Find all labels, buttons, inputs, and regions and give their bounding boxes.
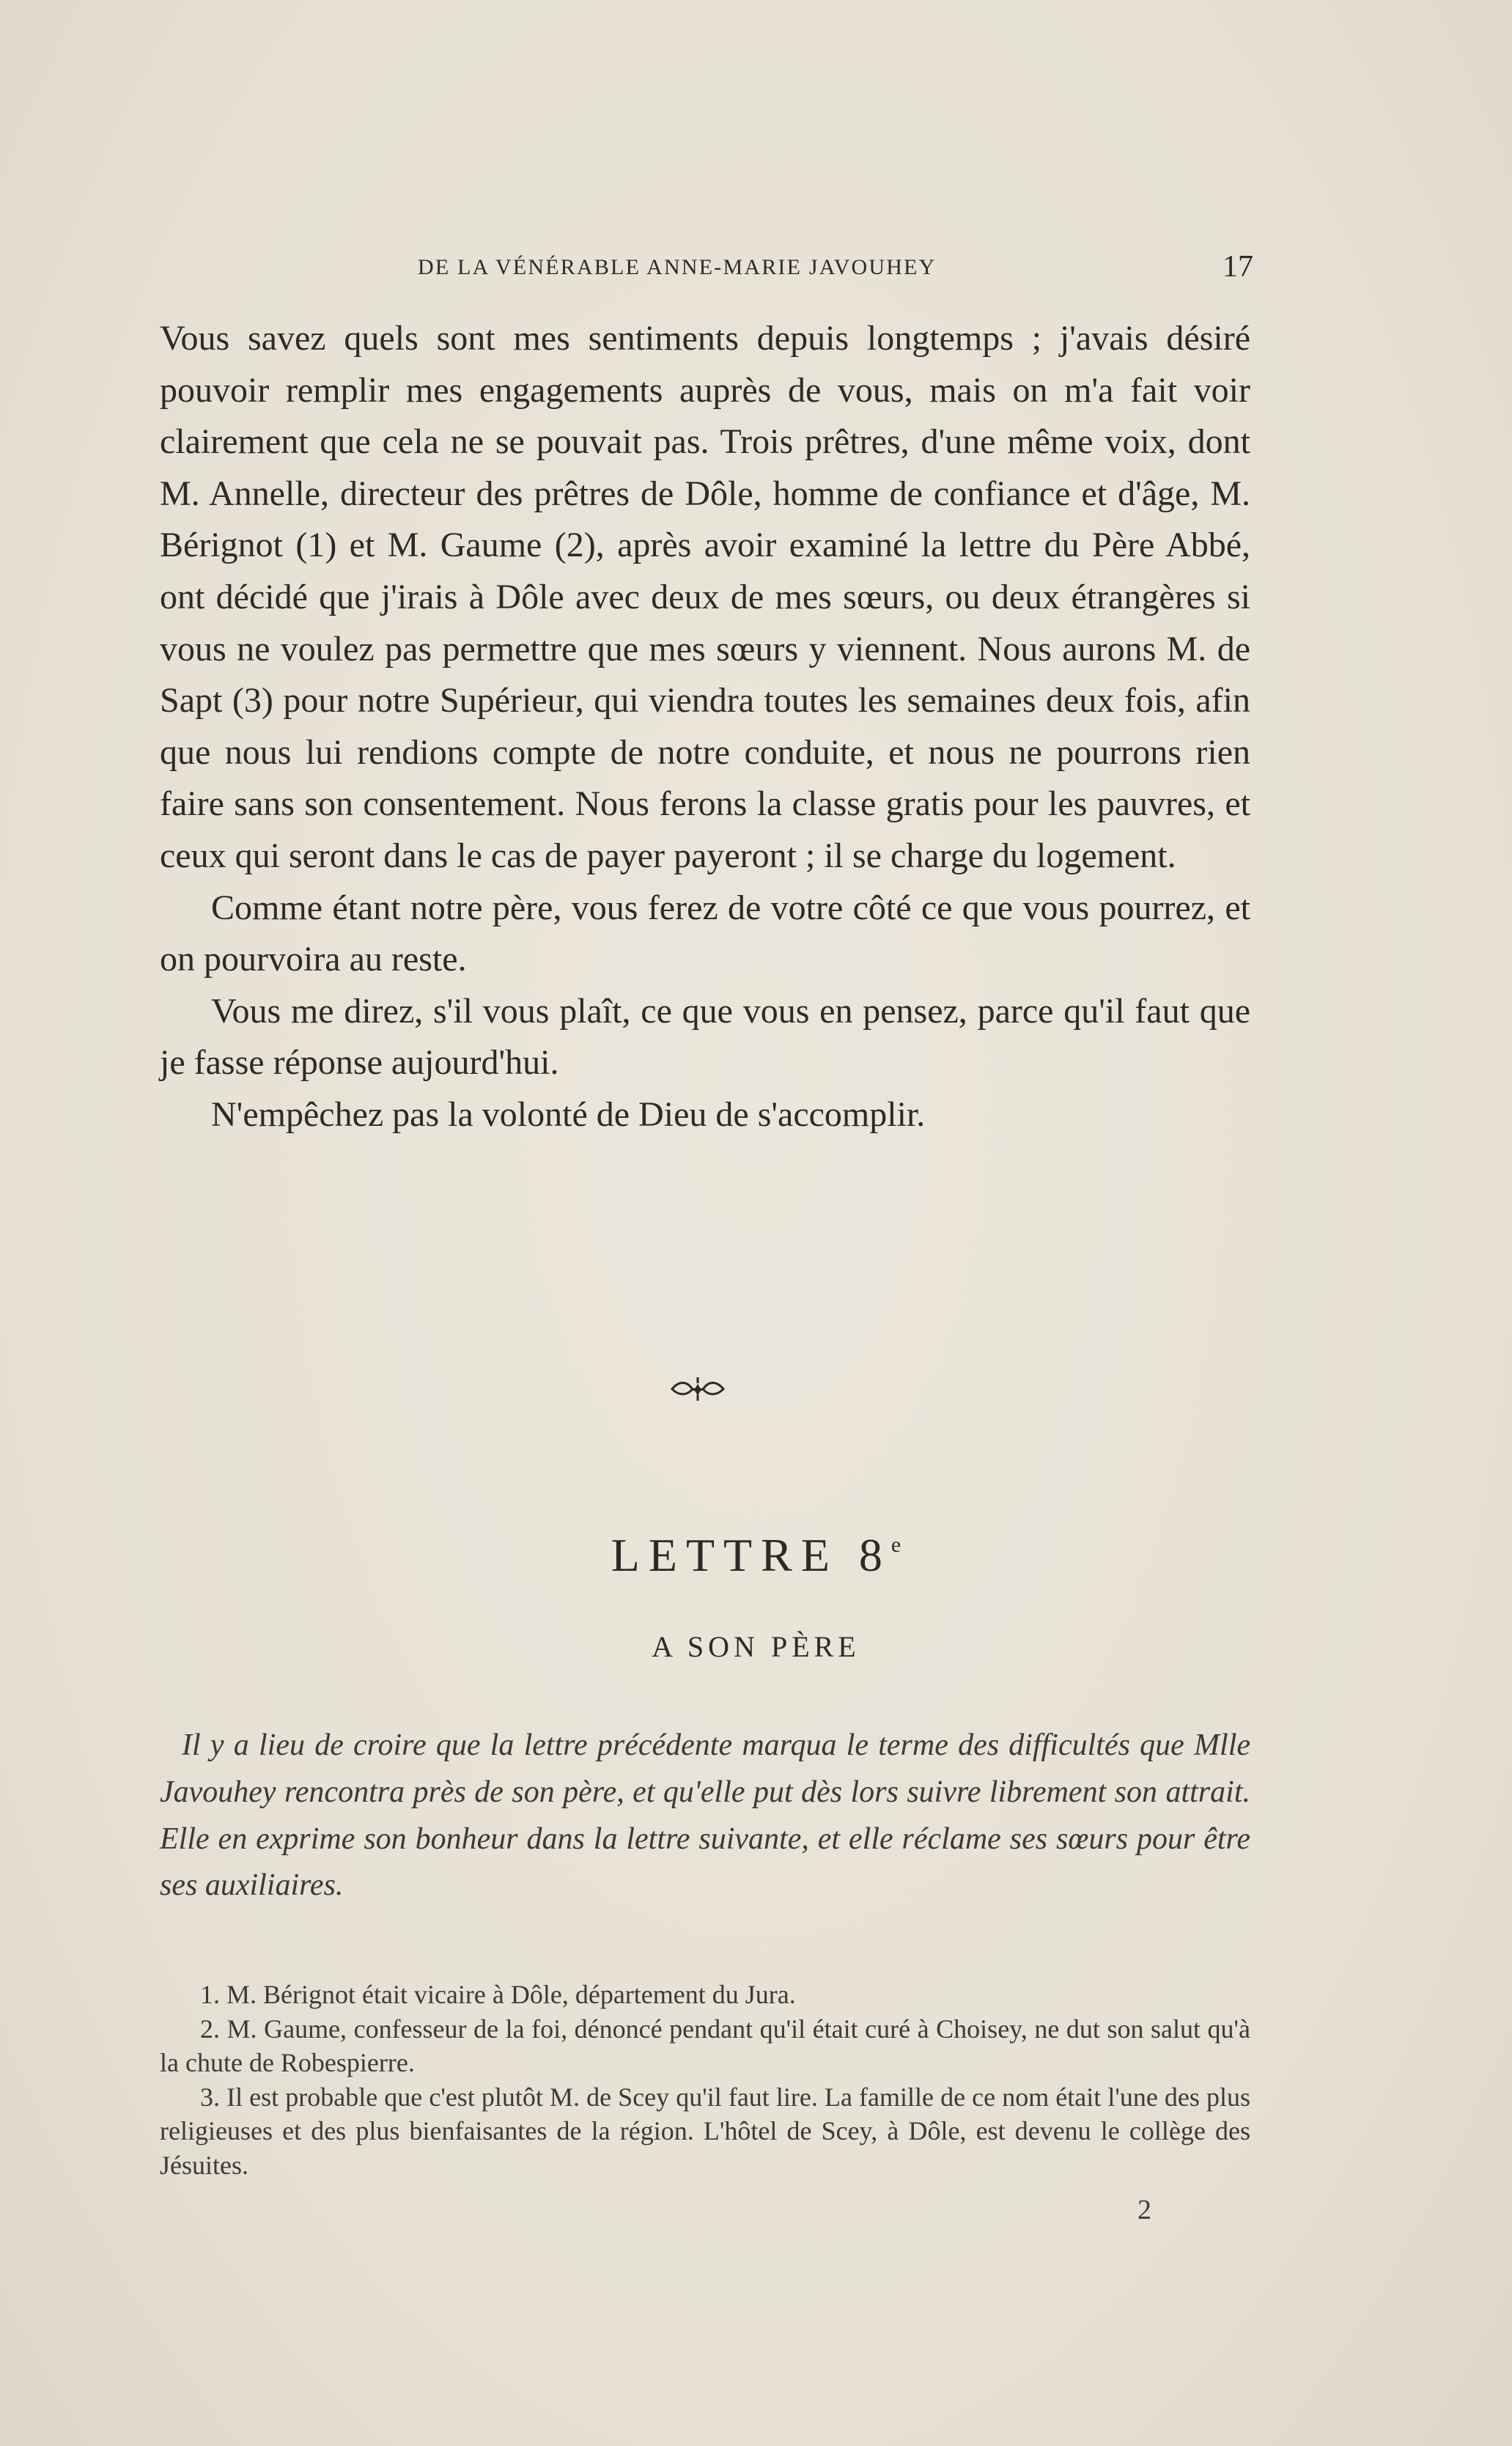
page-header: [161, 249, 1253, 293]
footnotes: [160, 1978, 1250, 2182]
body-paragraph: N'empêchez pas la volonté de Dieu de s'accomplir.: [211, 1094, 926, 1134]
footnote: 1. M. Bérignot était vicaire à Dôle, département du Jura.: [200, 1980, 796, 2009]
intro-paragraph: Il y a lieu de croire que la lettre précédente marqua le terme des difficultés que Mlle Javouhey rencontra près de son père, et qu'elle put dès lors suivre librement son attrait. Elle en exprime son bonheur dans la lettre suivante, et elle réclame ses sœurs pour être ses auxiliaires.: [160, 1728, 1250, 1903]
letter-title-text: LETTRE 8: [611, 1529, 891, 1581]
signature-mark: 2: [1137, 2195, 1151, 2225]
footnote: 2. M. Gaume, confesseur de la foi, dénoncé pendant qu'il était curé à Choisey, ne dut son salut qu'à la chute de Robespierre.: [160, 2014, 1250, 2077]
body-paragraph: Vous savez quels sont mes sentiments depuis longtemps ; j'avais désiré pouvoir remplir mes engagements auprès de vous, mais on m'a fait voir clairement que cela ne se pouvait pas. Trois prêtres, d'une même voix, dont M. Annelle, directeur des prêtres de Dôle, homme de confiance et d'âge, M. Bérignot (1) et M. Gaume (2), après avoir examiné la lettre du Père Abbé, ont décidé que j'irais à Dôle avec deux de mes sœurs, ou deux étrangères si vous ne voulez pas permettre que mes sœurs y viennent. Nous aurons M. de Sapt (3) pour notre Supérieur, qui viendra toutes les semaines deux fois, afin que nous lui rendions compte de notre conduite, et nous ne pourrons rien faire sans son consentement. Nous ferons la classe gratis pour les pauvres, et ceux qui seront dans le cas de payer payeront ; il se charge du logement.: [160, 319, 1250, 875]
letter-recipient: A SON PÈRE: [652, 1630, 860, 1663]
letter-intro: [160, 1723, 1250, 1909]
body-paragraph: Comme étant notre père, vous ferez de votre côté ce que vous pourrez, et on pourvoira au reste.: [160, 888, 1250, 979]
fleuron-ornament-icon: [671, 1374, 725, 1404]
body-paragraph: Vous me direz, s'il vous plaît, ce que vous en pensez, parce qu'il faut que je fasse réponse aujourd'hui.: [160, 991, 1250, 1083]
footnote: 3. Il est probable que c'est plutôt M. de Scey qu'il faut lire. La famille de ce nom était l'une des plus religieuses et des plus bienfaisantes de la région. L'hôtel de Scey, à Dôle, est devenu le collège des Jésuites.: [160, 2082, 1250, 2180]
letter-title-suffix: e: [890, 1533, 901, 1557]
running-title: DE LA VÉNÉRABLE ANNE-MARIE JAVOUHEY: [418, 255, 937, 279]
letter-title: [0, 1528, 1512, 1583]
letter-body: [160, 313, 1250, 1141]
page-number: 17: [1222, 250, 1253, 284]
